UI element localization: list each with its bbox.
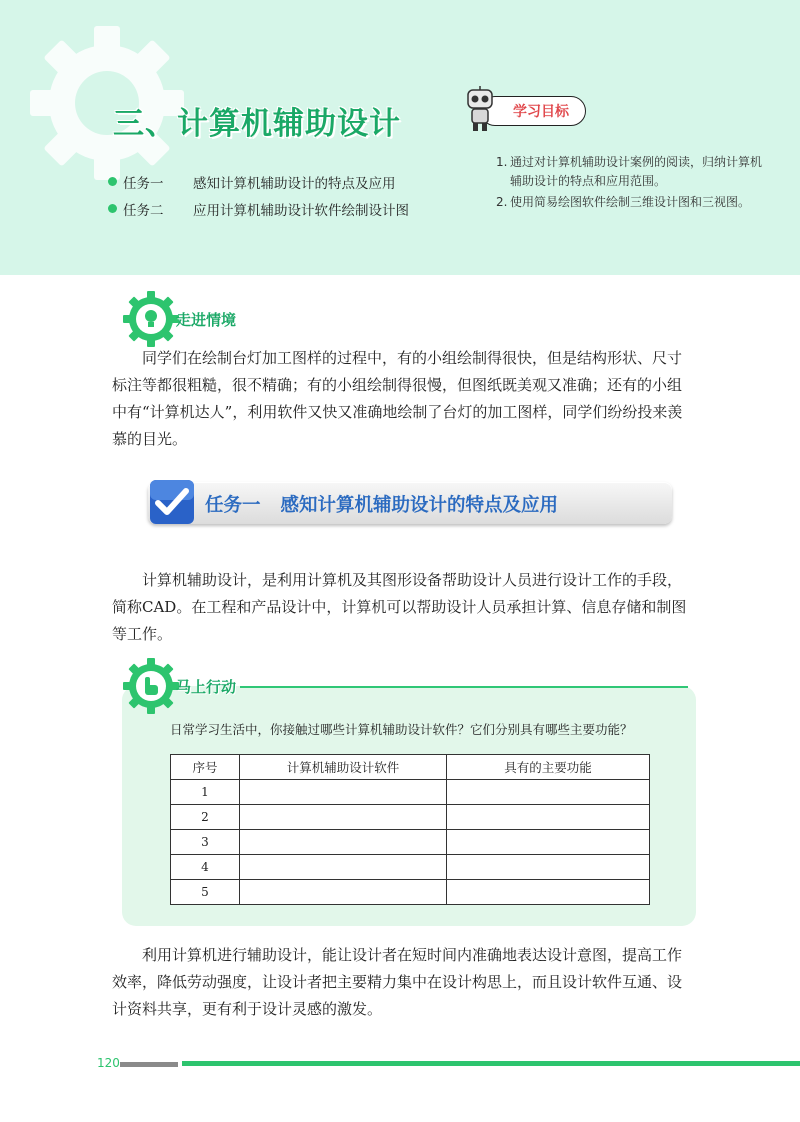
intro-paragraph: 同学们在绘制台灯加工图样的过程中，有的小组绘制得很快，但是结构形状、尺寸标注等都很粗糙，很不精确；有的小组绘制得很慢，但图纸既美观又准确；还有的小组中有“计算机达人”，利用软件又快又准确地绘制了台灯的加工图样，同学们纷纷投来羡慕的目光。	[112, 349, 683, 448]
table-row	[171, 880, 650, 905]
footer-bar	[182, 1061, 800, 1066]
row-index: 2	[171, 805, 240, 830]
column-header: 序号	[171, 755, 240, 780]
software-cell[interactable]	[240, 780, 447, 805]
function-cell[interactable]	[447, 805, 650, 830]
software-cell[interactable]	[240, 805, 447, 830]
software-cell[interactable]	[240, 855, 447, 880]
goal-number: 1.	[496, 155, 508, 169]
cad-software-table	[170, 754, 650, 905]
table-row	[171, 855, 650, 880]
task-name: 任务一	[123, 175, 164, 192]
task1-paragraph: 计算机辅助设计，是利用计算机及其图形设备帮助设计人员进行设计工作的手段，简称CAD。在工程和产品设计中，计算机可以帮助设计人员承担计算、信息存储和制图等工作。	[112, 571, 687, 643]
task-name: 任务二	[123, 202, 164, 219]
page-number: 120	[97, 1056, 120, 1070]
intro-label: 走进情境	[176, 310, 237, 329]
action-question: 日常学习生活中，你接触过哪些计算机辅助设计软件？它们分别具有哪些主要功能？	[170, 722, 633, 737]
goal-item	[496, 193, 764, 212]
goal-text: 使用简易绘图软件绘制三维设计图和三视图。	[510, 195, 751, 209]
robot-mascot-icon	[462, 86, 498, 132]
lightbulb-gear-icon	[120, 288, 182, 350]
goal-item	[496, 153, 764, 191]
bullet-icon	[108, 177, 117, 186]
closing-paragraph: 利用计算机进行辅助设计，能让设计者在短时间内准确地表达设计意图，提高工作效率，降低劳动强度，让设计者把主要精力集中在设计构思上，而且设计软件互通、设计资料共享，更有利于设计灵感的激发。	[112, 946, 683, 1018]
software-cell[interactable]	[240, 880, 447, 905]
task1-banner-name: 任务一	[205, 495, 261, 516]
intro-heading	[120, 288, 236, 350]
function-cell[interactable]	[447, 780, 650, 805]
row-index: 5	[171, 880, 240, 905]
goal-number: 2.	[496, 195, 508, 209]
task-list	[108, 168, 409, 222]
row-index: 1	[171, 780, 240, 805]
footer-bar	[120, 1062, 178, 1067]
bullet-icon	[108, 204, 117, 213]
row-index: 4	[171, 855, 240, 880]
table-row	[171, 830, 650, 855]
task-list-item	[108, 168, 409, 195]
function-cell[interactable]	[447, 855, 650, 880]
action-heading-line	[240, 686, 688, 688]
function-cell[interactable]	[447, 830, 650, 855]
row-index: 3	[171, 830, 240, 855]
task-title: 应用计算机辅助设计软件绘制设计图	[193, 202, 409, 219]
task1-banner-subtitle: 感知计算机辅助设计的特点及应用	[280, 495, 559, 516]
function-cell[interactable]	[447, 880, 650, 905]
table-row	[171, 805, 650, 830]
table-header-row	[171, 755, 650, 780]
table-row	[171, 780, 650, 805]
chapter-title: 三、计算机辅助设计	[113, 106, 401, 142]
task1-banner-title	[205, 491, 558, 517]
goal-text: 通过对计算机辅助设计案例的阅读，归纳计算机辅助设计的特点和应用范围。	[510, 155, 763, 188]
column-header: 计算机辅助设计软件	[240, 755, 447, 780]
software-cell[interactable]	[240, 830, 447, 855]
task-title: 感知计算机辅助设计的特点及应用	[193, 175, 396, 192]
action-heading	[120, 655, 236, 717]
action-label: 马上行动	[176, 677, 237, 696]
learning-goals-label: 学习目标	[513, 104, 569, 120]
checkmark-icon	[149, 479, 195, 525]
learning-goals-list	[496, 153, 764, 214]
task-list-item	[108, 195, 409, 222]
hand-pointer-gear-icon	[120, 655, 182, 717]
column-header: 具有的主要功能	[447, 755, 650, 780]
